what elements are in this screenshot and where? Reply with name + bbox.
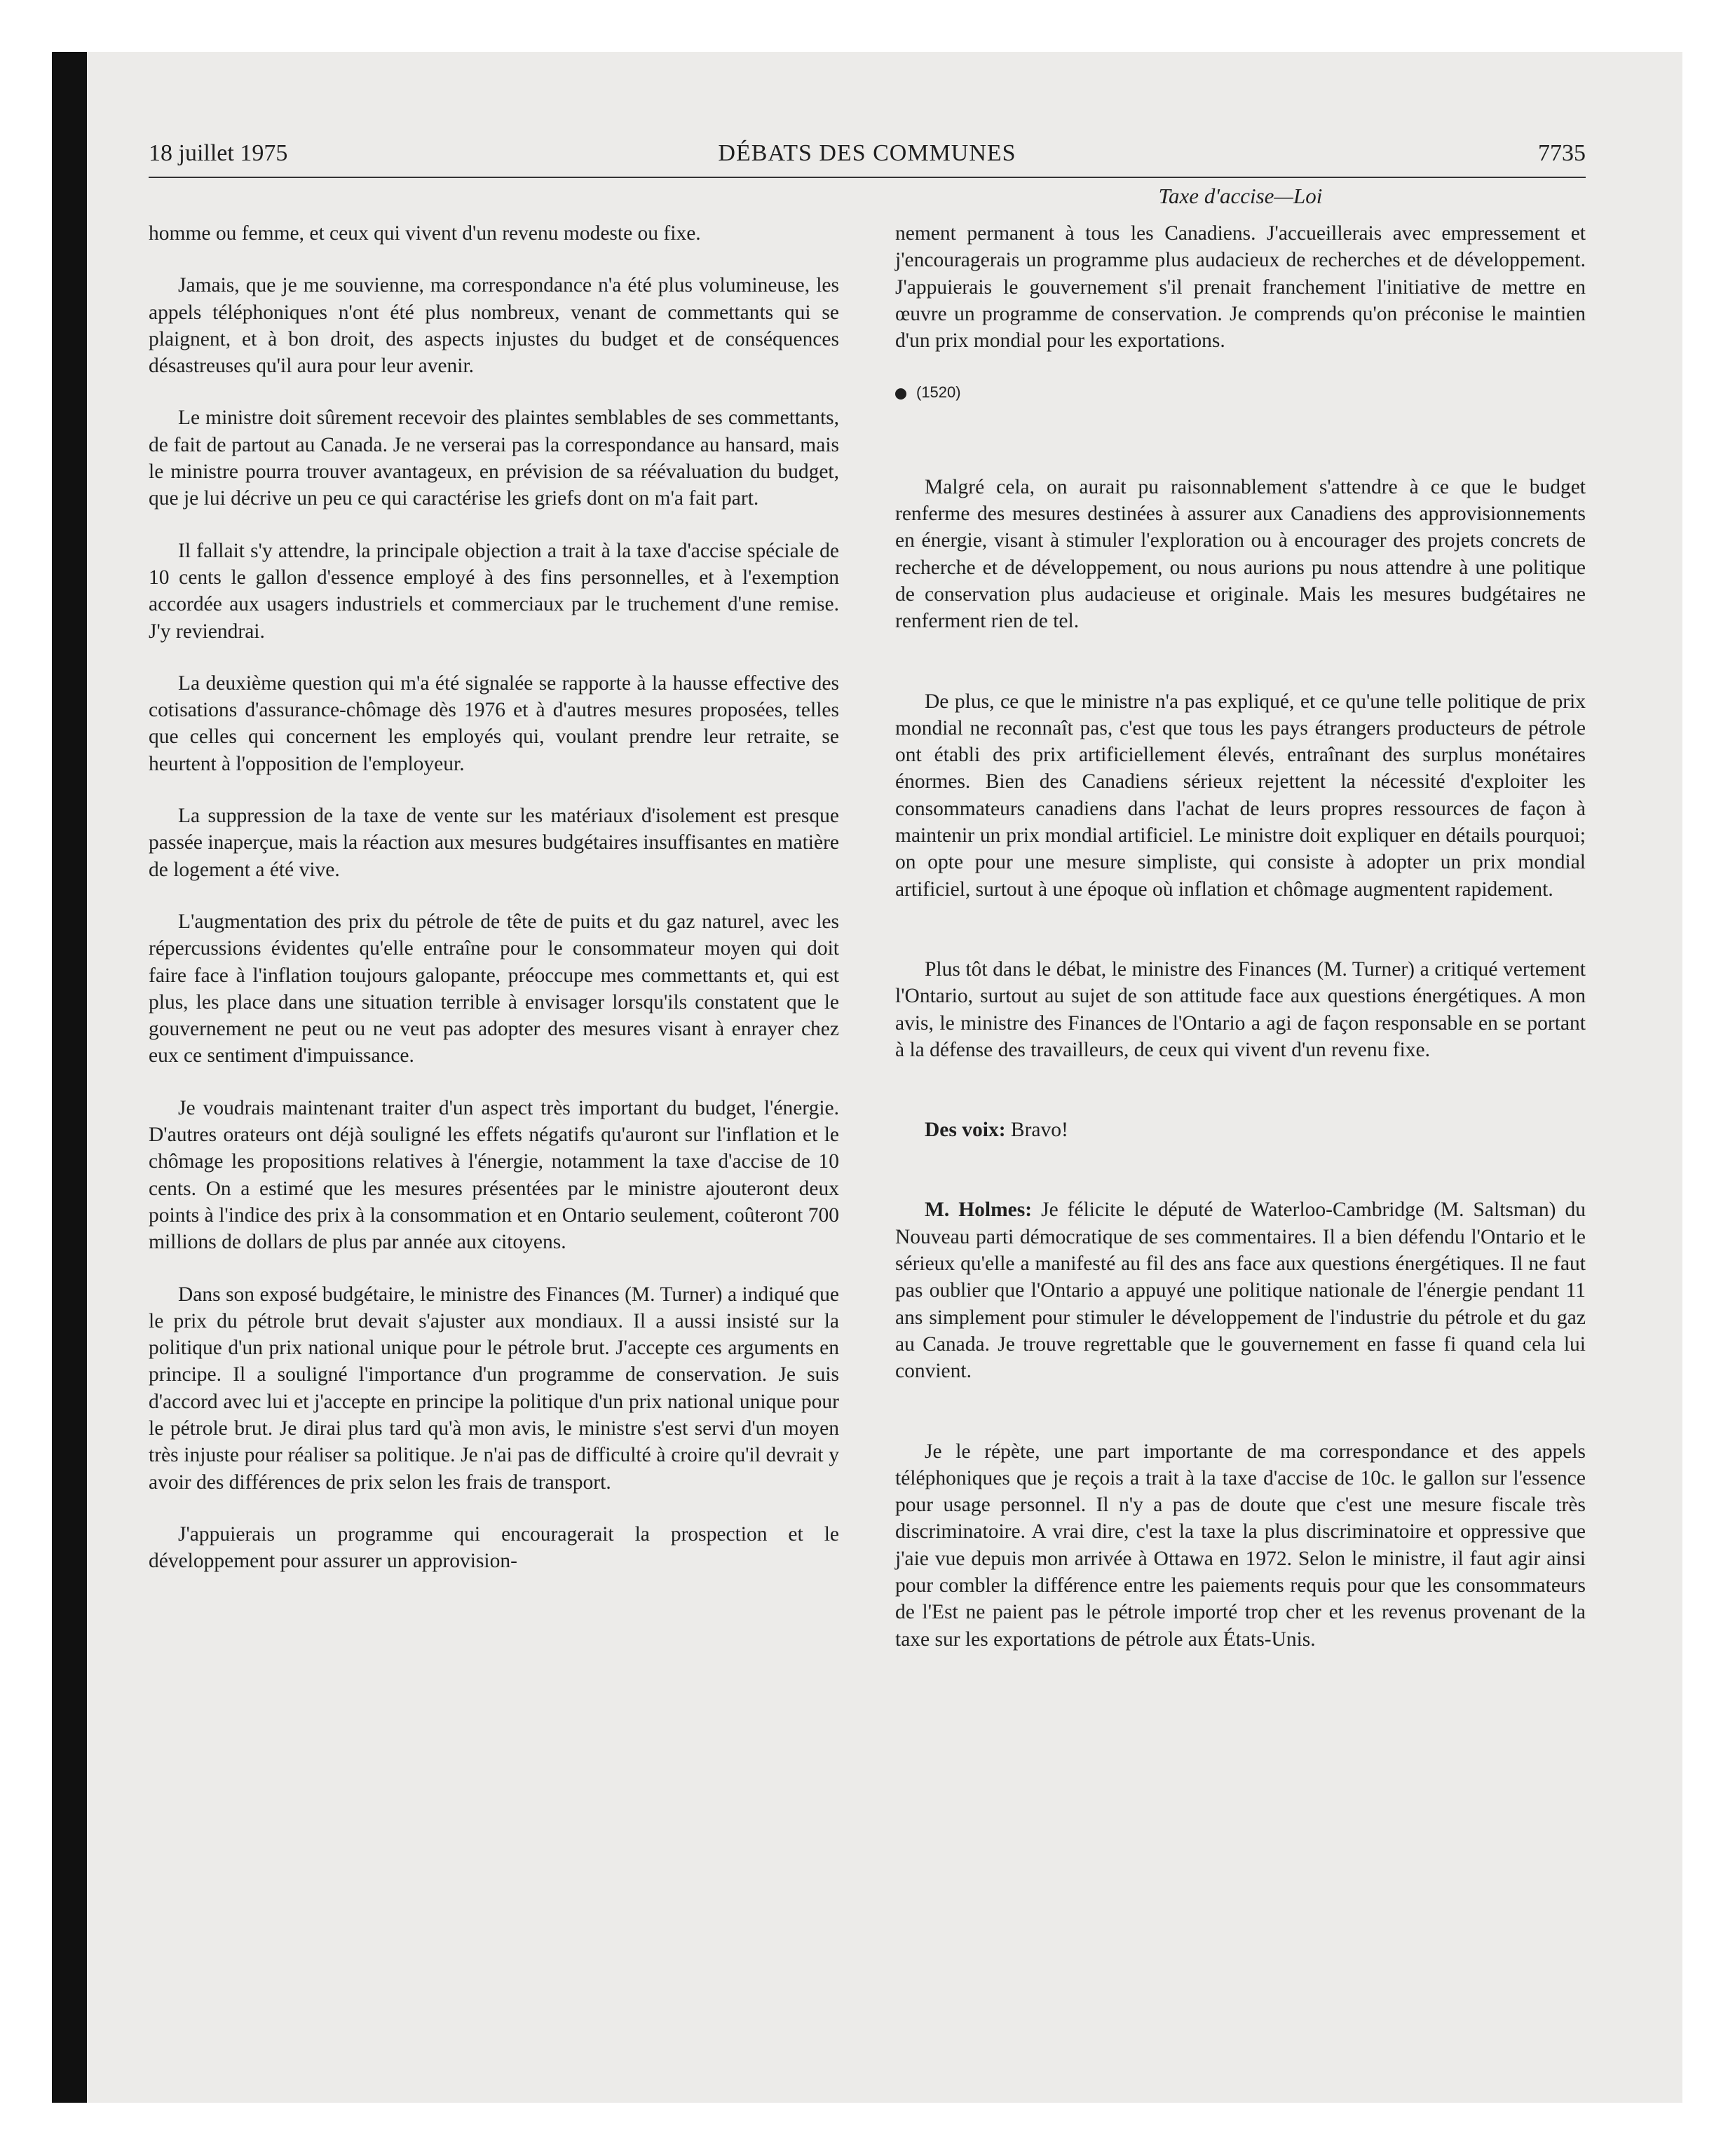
paragraph: De plus, ce que le ministre n'a pas expliqué, et ce qu'une telle politique de prix mondial ne reconnaît pas, c'est que tous les pays étrangers producteurs de pétrole ont établi des prix artificiellement élevés, entraînant des surplus monétaires énormes. Bien des Canadiens sérieux rejettent la nécessité d'exploiter les consommateurs canadiens dans l'achat de leurs propres ressources de façon à maintenir un prix mondial artificiel. Le ministre doit expliquer en détails pourquoi; on opte pour une mesure simpliste, qui consiste à adopter un prix mondial artificiel, surtout à une époque où inflation et chômage augmentent rapidement. bbox=[895, 690, 1586, 901]
interjection bbox=[895, 1117, 1586, 1143]
paragraph: nement permanent à tous les Canadiens. J'accueillerais avec empressement et j'encouragerais un programme plus audacieux de recherches et de développement. J'appuierais le gouvernement s'il prenait franchement l'initiative de mettre en œuvre un programme de conservation. Je comprends qu'on préconise le maintien d'un prix mondial pour les exportations. bbox=[895, 222, 1586, 353]
header-title: DÉBATS DES COMMUNES bbox=[718, 140, 1016, 166]
hansard-page bbox=[149, 140, 1586, 1651]
paragraph: Dans son exposé budgétaire, le ministre des Finances (M. Turner) a indiqué que le prix du pétrole brut devait s'ajuster aux mondiaux. Il a aussi insisté sur la politique d'un prix national unique pour le pétrole brut. J'accepte ces arguments en principe. Il a souligné l'importance d'un programme de conservation. Je suis d'accord avec lui et j'accepte en principe la politique d'un prix national unique pour le pétrole brut. Je dirai plus tard qu'à mon avis, le ministre s'est servi d'un moyen très injuste pour réaliser sa politique. Je n'ai pas de difficulté à croire qu'il devrait y avoir des différences de prix selon les frais de transport. bbox=[149, 1283, 839, 1494]
running-head: Taxe d'accise—Loi bbox=[1158, 184, 1323, 208]
left-column bbox=[149, 220, 839, 1599]
interjection-text: Bravo! bbox=[1010, 1119, 1068, 1142]
paragraph: Malgré cela, on aurait pu raisonnablement s'attendre à ce que le budget renferme des mesures destinées à assurer aux Canadiens des approvisionnements en énergie, visant à stimuler l'exploration ou à encourager des projets concrets de recherche et de développement, ou nous aurions pu nous attendre à une politique de conservation plus audacieuse et originale. Mais les mesures budgétaires ne renferment rien de tel. bbox=[895, 475, 1586, 633]
speech-text: Je félicite le député de Waterloo-Cambridge (M. Saltsman) du Nouveau parti démocratique de ses commentaires. Il a bien défendu l'Ontario et le sérieux qu'elle a manifesté au fil des ans face aux questions énergétiques. Il ne faut pas oublier que l'Ontario a appuyé une politique nationale de l'énergie pendant 11 ans simplement pour stimuler le développement de l'industrie du pétrole et du gaz au Canada. Je trouve regrettable que le gouvernement en fasse fi quand cela lui convient. bbox=[895, 1199, 1586, 1383]
paragraph: La suppression de la taxe de vente sur les matériaux d'isolement est presque passée inaperçue, mais la réaction aux mesures budgétaires insuffisantes en matière de logement a été vive. bbox=[149, 805, 839, 881]
time-marker-text: (1520) bbox=[916, 383, 961, 402]
page-header bbox=[149, 140, 1586, 178]
paragraph: Plus tôt dans le débat, le ministre des Finances (M. Turner) a critiqué vertement l'Ontario, surtout au sujet de son attitude face aux questions énergétiques. A mon avis, le ministre des Finances de l'Ontario a agi de façon responsable en se portant à la défense des travailleurs, de ceux qui vivent d'un revenu fixe. bbox=[895, 957, 1586, 1061]
paragraph: Le ministre doit sûrement recevoir des plaintes semblables de ses commettants, de fait de partout au Canada. Je ne verserai pas la correspondance au hansard, mais le ministre pourra trouver avantageux, en prévision de sa réévaluation du budget, que je lui décrive un peu ce qui caractérise les griefs dont on m'a fait part. bbox=[149, 407, 839, 510]
speaker-name: Des voix: bbox=[925, 1119, 1006, 1142]
paragraph: Je le répète, une part importante de ma correspondance et des appels téléphoniques que je reçois a trait à la taxe d'accise de 10c. le gallon sur l'essence pour usage personnel. Il n'y a pas de doute que c'est une mesure fiscale très discriminatoire. A vrai dire, c'est la taxe la plus discriminatoire et oppressive que j'aie vue depuis mon arrivée à Ottawa en 1972. Selon le ministre, il faut agir ainsi pour combler la différence entre les paiements requis pour que les consommateurs de l'Est ne paient pas le pétrole importé trop cher et les revenus provenant de la taxe sur les exportations de pétrole aux États-Unis. bbox=[895, 1440, 1586, 1651]
time-marker bbox=[895, 379, 1586, 406]
speaker-name: M. Holmes: bbox=[925, 1199, 1033, 1222]
paragraph: J'appuierais un programme qui encouragerait la prospection et le développement pour assurer un approvision- bbox=[149, 1522, 839, 1573]
header-date: 18 juillet 1975 bbox=[149, 140, 288, 166]
paragraph: homme ou femme, et ceux qui vivent d'un revenu modeste ou fixe. bbox=[149, 222, 701, 245]
paragraph: Jamais, que je me souvienne, ma correspondance n'a été plus volumineuse, les appels téléphoniques n'ont été plus nombreux, venant de commettants qui se plaignent, et à bon droit, des aspects injustes du budget et de conséquences désastreuses qu'il aura pour leur avenir. bbox=[149, 274, 839, 378]
bullet-icon bbox=[895, 388, 906, 400]
right-column bbox=[895, 220, 1586, 1678]
paragraph: Je voudrais maintenant traiter d'un aspect très important du budget, l'énergie. D'autres orateurs ont déjà souligné les effets négatifs qu'auront sur l'inflation et le chômage les propositions relatives à l'énergie, notamment la taxe d'accise de 10 cents. On a estimé que les mesures présentées par le ministre ajouteront deux points à l'indice des prix à la consommation et en Ontario seulement, coûteront 700 millions de dollars de plus par année aux citoyens. bbox=[149, 1096, 839, 1254]
paragraph: Il fallait s'y attendre, la principale objection a trait à la taxe d'accise spéciale de 10 cents le gallon d'essence employé à des fins personnelles, et à l'exemption accordée aux usagers industriels et commerciaux par le truchement d'une remise. J'y reviendrai. bbox=[149, 539, 839, 643]
paragraph: La deuxième question qui m'a été signalée se rapporte à la hausse effective des cotisations d'assurance-chômage dès 1976 et à d'autres mesures proposées, telles que celles qui concernent les employés qui, voulant prendre leur retraite, se heurtent à l'opposition de l'employeur. bbox=[149, 671, 839, 775]
header-page-number: 7735 bbox=[1538, 140, 1586, 166]
speech bbox=[895, 1196, 1586, 1384]
paragraph: L'augmentation des prix du pétrole de tête de puits et du gaz naturel, avec les répercussions évidentes qu'elle entraîne pour le consommateur moyen qui doit faire face à l'inflation toujours galopante, préoccupe mes commettants et, qui est plus, les place dans une situation terrible à envisager lorsqu'ils constatent que le gouvernement ne peut ou ne veut pas adopter des mesures visant à enrayer chez eux ce sentiment d'impuissance. bbox=[149, 910, 839, 1067]
